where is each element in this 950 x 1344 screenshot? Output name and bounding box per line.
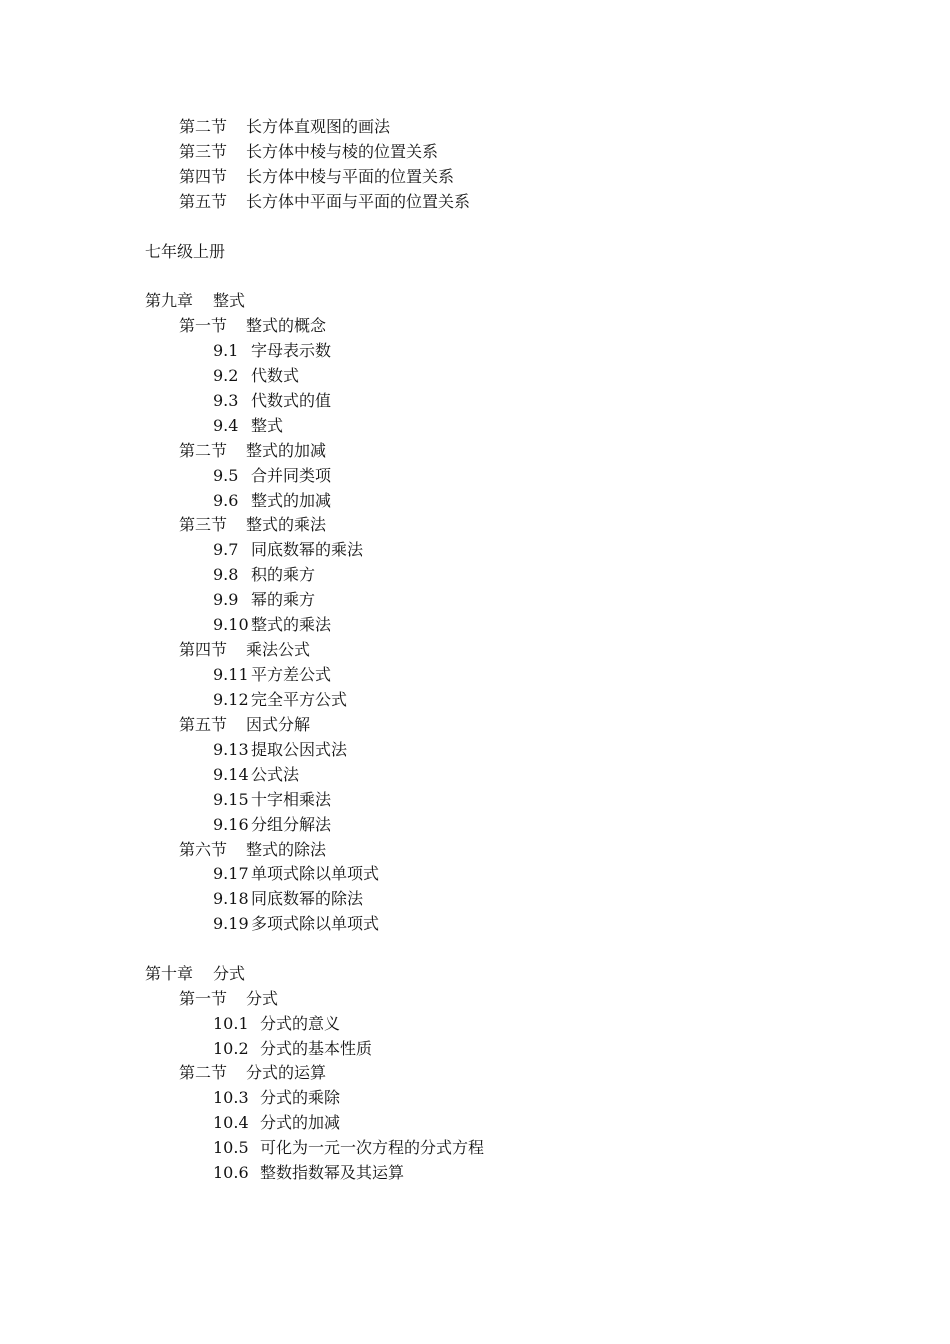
lesson-number: 9.18 <box>213 889 249 908</box>
lesson-title: 公式法 <box>251 765 300 784</box>
toc-lesson <box>213 689 347 711</box>
section-title: 分式的运算 <box>246 1063 327 1082</box>
lesson-title: 整式的加减 <box>251 491 332 510</box>
section-title: 乘法公式 <box>246 640 311 659</box>
toc-lesson <box>213 863 379 885</box>
section-number: 第五节 <box>179 715 228 734</box>
lesson-number: 9.13 <box>213 740 249 759</box>
section-title: 长方体中棱与棱的位置关系 <box>246 142 439 161</box>
section-number: 第六节 <box>179 840 228 859</box>
toc-chapter <box>145 290 245 312</box>
toc-lesson <box>213 739 347 761</box>
toc-section <box>179 988 278 1010</box>
toc-section <box>179 639 310 661</box>
lesson-number: 10.3 <box>213 1088 249 1107</box>
lesson-title: 分式的意义 <box>260 1014 341 1033</box>
lesson-number: 9.4 <box>213 416 239 435</box>
toc-lesson <box>213 1162 404 1184</box>
lesson-title: 单项式除以单项式 <box>251 864 380 883</box>
toc-chapter <box>145 963 245 985</box>
lesson-number: 10.5 <box>213 1138 249 1157</box>
lesson-title: 完全平方公式 <box>251 690 348 709</box>
lesson-number: 9.11 <box>213 665 249 684</box>
lesson-title: 整数指数幂及其运算 <box>260 1163 405 1182</box>
lesson-title: 合并同类项 <box>251 466 332 485</box>
chapter-title: 整式 <box>213 291 246 310</box>
toc-lesson <box>213 539 363 561</box>
lesson-number: 10.6 <box>213 1163 249 1182</box>
lesson-title: 同底数幂的乘法 <box>251 540 364 559</box>
lesson-number: 9.10 <box>213 615 249 634</box>
toc-section <box>179 714 310 736</box>
section-number: 第三节 <box>179 142 228 161</box>
toc-lesson <box>213 1038 372 1060</box>
lesson-number: 9.1 <box>213 341 239 360</box>
section-title: 长方体中棱与平面的位置关系 <box>246 167 455 186</box>
lesson-number: 9.16 <box>213 815 249 834</box>
section-title: 整式的概念 <box>246 316 327 335</box>
toc-section <box>179 166 454 188</box>
toc-section <box>179 514 326 536</box>
toc-section <box>179 141 438 163</box>
lesson-number: 9.15 <box>213 790 249 809</box>
section-number: 第二节 <box>179 441 228 460</box>
lesson-title: 代数式的值 <box>251 391 332 410</box>
lesson-title: 分式的乘除 <box>260 1088 341 1107</box>
lesson-title: 分组分解法 <box>251 815 332 834</box>
chapter-number: 第九章 <box>145 291 194 310</box>
toc-section <box>179 839 326 861</box>
toc-lesson <box>213 490 331 512</box>
chapter-title: 分式 <box>213 964 246 983</box>
section-number: 第一节 <box>179 316 228 335</box>
lesson-number: 9.19 <box>213 914 249 933</box>
lesson-title: 提取公因式法 <box>251 740 348 759</box>
section-number: 第四节 <box>179 640 228 659</box>
lesson-number: 10.1 <box>213 1014 249 1033</box>
lesson-number: 9.3 <box>213 391 239 410</box>
toc-lesson <box>213 664 331 686</box>
lesson-title: 分式的加减 <box>260 1113 341 1132</box>
toc-lesson <box>213 614 331 636</box>
lesson-title: 整式 <box>251 416 284 435</box>
lesson-number: 10.2 <box>213 1039 249 1058</box>
volume-title: 七年级上册 <box>145 242 226 261</box>
toc-lesson <box>213 888 363 910</box>
section-title: 整式的除法 <box>246 840 327 859</box>
section-title: 因式分解 <box>246 715 311 734</box>
lesson-title: 可化为一元一次方程的分式方程 <box>260 1138 485 1157</box>
lesson-title: 整式的乘法 <box>251 615 332 634</box>
section-number: 第一节 <box>179 989 228 1008</box>
toc-lesson <box>213 390 331 412</box>
lesson-number: 9.5 <box>213 466 239 485</box>
section-number: 第四节 <box>179 167 228 186</box>
lesson-title: 同底数幂的除法 <box>251 889 364 908</box>
section-title: 分式 <box>246 989 279 1008</box>
section-number: 第二节 <box>179 117 228 136</box>
toc-lesson <box>213 789 331 811</box>
lesson-number: 10.4 <box>213 1113 249 1132</box>
lesson-title: 多项式除以单项式 <box>251 914 380 933</box>
toc-lesson <box>213 913 379 935</box>
lesson-number: 9.14 <box>213 765 249 784</box>
toc-lesson <box>213 564 315 586</box>
toc-section <box>179 116 390 138</box>
section-title: 长方体直观图的画法 <box>246 117 391 136</box>
toc-lesson <box>213 465 331 487</box>
section-number: 第二节 <box>179 1063 228 1082</box>
toc-lesson <box>213 365 299 387</box>
toc-section <box>179 191 470 213</box>
toc-section <box>179 1062 326 1084</box>
section-title: 整式的加减 <box>246 441 327 460</box>
lesson-number: 9.7 <box>213 540 239 559</box>
section-title: 长方体中平面与平面的位置关系 <box>246 192 471 211</box>
lesson-title: 字母表示数 <box>251 341 332 360</box>
lesson-title: 积的乘方 <box>251 565 316 584</box>
toc-lesson <box>213 1112 340 1134</box>
toc-lesson <box>213 415 283 437</box>
toc-volume-heading <box>145 241 225 263</box>
toc-lesson <box>213 1087 340 1109</box>
toc-lesson <box>213 814 331 836</box>
chapter-number: 第十章 <box>145 964 194 983</box>
lesson-number: 9.17 <box>213 864 249 883</box>
toc-section <box>179 440 326 462</box>
toc-section <box>179 315 326 337</box>
toc-lesson <box>213 764 299 786</box>
lesson-number: 9.12 <box>213 690 249 709</box>
lesson-title: 分式的基本性质 <box>260 1039 373 1058</box>
toc-lesson <box>213 1013 340 1035</box>
lesson-title: 十字相乘法 <box>251 790 332 809</box>
lesson-title: 代数式 <box>251 366 300 385</box>
lesson-number: 9.2 <box>213 366 239 385</box>
toc-lesson <box>213 589 315 611</box>
lesson-number: 9.6 <box>213 491 239 510</box>
lesson-title: 幂的乘方 <box>251 590 316 609</box>
section-title: 整式的乘法 <box>246 515 327 534</box>
lesson-number: 9.8 <box>213 565 239 584</box>
toc-lesson <box>213 340 331 362</box>
lesson-number: 9.9 <box>213 590 239 609</box>
toc-lesson <box>213 1137 484 1159</box>
section-number: 第五节 <box>179 192 228 211</box>
lesson-title: 平方差公式 <box>251 665 332 684</box>
section-number: 第三节 <box>179 515 228 534</box>
